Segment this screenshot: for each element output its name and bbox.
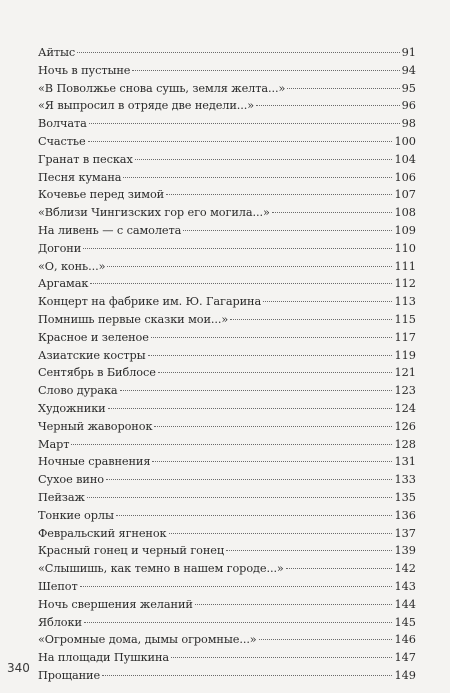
toc-dot-leader — [116, 515, 393, 516]
toc-entry-page: 135 — [394, 490, 416, 504]
toc-entry-page: 147 — [394, 651, 416, 665]
toc-entry-title: «Вблизи Чингизских гор его могила...» — [38, 206, 270, 220]
toc-entry — [38, 649, 416, 667]
toc-entry — [38, 204, 416, 222]
toc-entry-page: 112 — [394, 277, 416, 291]
toc-dot-leader — [158, 372, 393, 373]
toc-entry-title: Пейзаж — [38, 490, 85, 504]
toc-entry — [38, 258, 416, 276]
toc-entry-page: 96 — [401, 99, 416, 113]
toc-entry-title: «Слышишь, как темно в нашем городе...» — [38, 562, 284, 576]
toc-entry-page: 139 — [394, 544, 416, 558]
toc-entry-title: Красный гонец и черный гонец — [38, 544, 225, 558]
toc-entry — [38, 151, 416, 169]
toc-entry-title: Ночь свершения желаний — [38, 597, 193, 611]
toc-entry — [38, 453, 416, 471]
toc-entry-title: «Огромные дома, дымы огромные...» — [38, 633, 257, 647]
toc-entry — [38, 578, 416, 596]
toc-dot-leader — [102, 675, 392, 676]
toc-entry-page: 126 — [394, 419, 416, 433]
toc-entry — [38, 614, 416, 632]
toc-dot-leader — [89, 123, 400, 124]
toc-entry-title: На ливень — с самолета — [38, 223, 182, 237]
toc-dot-leader — [154, 426, 392, 427]
toc-entry — [38, 186, 416, 204]
toc-entry-title: Волчата — [38, 117, 87, 131]
toc-entry-page: 123 — [394, 384, 416, 398]
toc-entry-page: 113 — [394, 295, 416, 309]
toc-entry — [38, 436, 416, 454]
toc-entry-page: 115 — [394, 312, 416, 326]
toc-entry-page: 121 — [394, 366, 416, 380]
toc-entry-page: 136 — [394, 508, 416, 522]
toc-dot-leader — [226, 550, 392, 551]
toc-entry-page: 142 — [394, 562, 416, 576]
toc-dot-leader — [171, 657, 392, 658]
toc-entry — [38, 631, 416, 649]
toc-dot-leader — [256, 105, 400, 106]
toc-dot-leader — [107, 266, 392, 267]
toc-entry-page: 106 — [394, 170, 416, 184]
toc-entry — [38, 507, 416, 525]
toc-entry — [38, 347, 416, 365]
toc-entry-title: Черный жаворонок — [38, 419, 153, 433]
toc-entry — [38, 240, 416, 258]
toc-dot-leader — [169, 533, 393, 534]
toc-entry-title: Художники — [38, 401, 106, 415]
toc-entry-title: Счастье — [38, 134, 86, 148]
toc-entry-page: 117 — [394, 330, 416, 344]
toc-entry-page: 100 — [394, 134, 416, 148]
toc-dot-leader — [83, 248, 392, 249]
toc-entry-title: Яблоки — [38, 615, 82, 629]
toc-dot-leader — [166, 194, 392, 195]
toc-dot-leader — [108, 408, 393, 409]
toc-entry — [38, 222, 416, 240]
toc-dot-leader — [132, 70, 399, 71]
toc-entry-title: «О, конь...» — [38, 259, 106, 273]
toc-entry-title: Айтыс — [38, 46, 76, 59]
toc-dot-leader — [90, 283, 392, 284]
toc-entry-page: 146 — [394, 633, 416, 647]
toc-entry-title: Догони — [38, 241, 82, 255]
toc-entry — [38, 293, 416, 311]
toc-entry — [38, 44, 416, 62]
toc-entry-title: Аргамак — [38, 277, 89, 291]
toc-entry-title: Прощание — [38, 668, 101, 682]
toc-entry-title: «В Поволжье снова сушь, земля желта...» — [38, 81, 286, 95]
toc-dot-leader — [71, 444, 392, 445]
toc-entry-title: Сухое вино — [38, 473, 104, 487]
toc-dot-leader — [259, 639, 393, 640]
toc-entry-title: Сентябрь в Библосе — [38, 366, 156, 380]
toc-entry-page: 109 — [394, 223, 416, 237]
toc-dot-leader — [230, 319, 392, 320]
toc-entry-title: «Я выпросил в отряде две недели...» — [38, 99, 255, 113]
toc-entry — [38, 329, 416, 347]
toc-entry-page: 137 — [394, 526, 416, 540]
toc-entry-page: 107 — [394, 188, 416, 202]
toc-entry — [38, 400, 416, 418]
toc-entry — [38, 525, 416, 543]
toc-entry-page: 144 — [394, 597, 416, 611]
toc-entry-title: Февральский ягненок — [38, 526, 167, 540]
toc-dot-leader — [151, 337, 393, 338]
toc-entry — [38, 97, 416, 115]
toc-entry-title: На площади Пушкина — [38, 651, 170, 665]
toc-entry-page: 128 — [394, 437, 416, 451]
toc-entry — [38, 596, 416, 614]
toc-entry-page: 104 — [394, 152, 416, 166]
toc-dot-leader — [263, 301, 392, 302]
toc-entry-page: 111 — [394, 259, 416, 273]
toc-entry — [38, 115, 416, 133]
toc-entry-title: Слово дурака — [38, 384, 118, 398]
toc-entry — [38, 80, 416, 98]
toc-entry-page: 131 — [394, 455, 416, 469]
toc-entry-page: 119 — [394, 348, 416, 362]
toc-entry — [38, 275, 416, 293]
toc-entry-title: Азиатские костры — [38, 348, 146, 362]
toc-entry — [38, 133, 416, 151]
toc-entry — [38, 311, 416, 329]
toc-dot-leader — [77, 52, 399, 53]
toc-entry — [38, 560, 416, 578]
toc-dot-leader — [148, 355, 393, 356]
toc-entry-page: 145 — [394, 615, 416, 629]
toc-dot-leader — [183, 230, 392, 231]
toc-entry — [38, 382, 416, 400]
toc-dot-leader — [135, 159, 393, 160]
toc-entry — [38, 667, 416, 685]
table-of-contents — [38, 44, 416, 685]
toc-entry — [38, 364, 416, 382]
toc-entry — [38, 169, 416, 187]
toc-entry-title: Гранат в песках — [38, 152, 133, 166]
toc-dot-leader — [123, 177, 392, 178]
toc-entry — [38, 542, 416, 560]
toc-entry-page: 143 — [394, 579, 416, 593]
toc-entry-page: 108 — [394, 206, 416, 220]
toc-dot-leader — [286, 568, 393, 569]
toc-entry-page: 124 — [394, 401, 416, 415]
toc-dot-leader — [287, 88, 399, 89]
toc-entry-page: 133 — [394, 473, 416, 487]
toc-entry-title: Концерт на фабрике им. Ю. Гагарина — [38, 295, 262, 309]
toc-entry — [38, 489, 416, 507]
toc-entry-page: 95 — [401, 81, 416, 95]
toc-entry-page: 149 — [394, 668, 416, 682]
toc-entry-title: Кочевье перед зимой — [38, 188, 165, 202]
toc-entry-title: Красное и зеленое — [38, 330, 149, 344]
toc-entry — [38, 418, 416, 436]
toc-entry-title: Ночь в пустыне — [38, 63, 131, 77]
toc-entry-title: Тонкие орлы — [38, 508, 114, 522]
toc-entry-page: 110 — [394, 241, 416, 255]
toc-dot-leader — [87, 497, 393, 498]
toc-entry-page: 91 — [401, 46, 416, 59]
toc-dot-leader — [152, 461, 392, 462]
toc-dot-leader — [272, 212, 393, 213]
page-number: 340 — [7, 661, 30, 675]
toc-dot-leader — [84, 622, 393, 623]
toc-entry-page: 98 — [401, 117, 416, 131]
toc-dot-leader — [88, 141, 393, 142]
toc-entry-title: Песня кумана — [38, 170, 122, 184]
toc-entry-page: 94 — [401, 63, 416, 77]
toc-dot-leader — [120, 390, 393, 391]
toc-dot-leader — [106, 479, 392, 480]
toc-entry-title: Ночные сравнения — [38, 455, 151, 469]
toc-dot-leader — [195, 604, 393, 605]
toc-entry-title: Помнишь первые сказки мои...» — [38, 312, 229, 326]
toc-dot-leader — [80, 586, 393, 587]
toc-entry-title: Март — [38, 437, 70, 451]
toc-entry — [38, 471, 416, 489]
toc-entry-title: Шепот — [38, 579, 78, 593]
toc-entry — [38, 62, 416, 80]
